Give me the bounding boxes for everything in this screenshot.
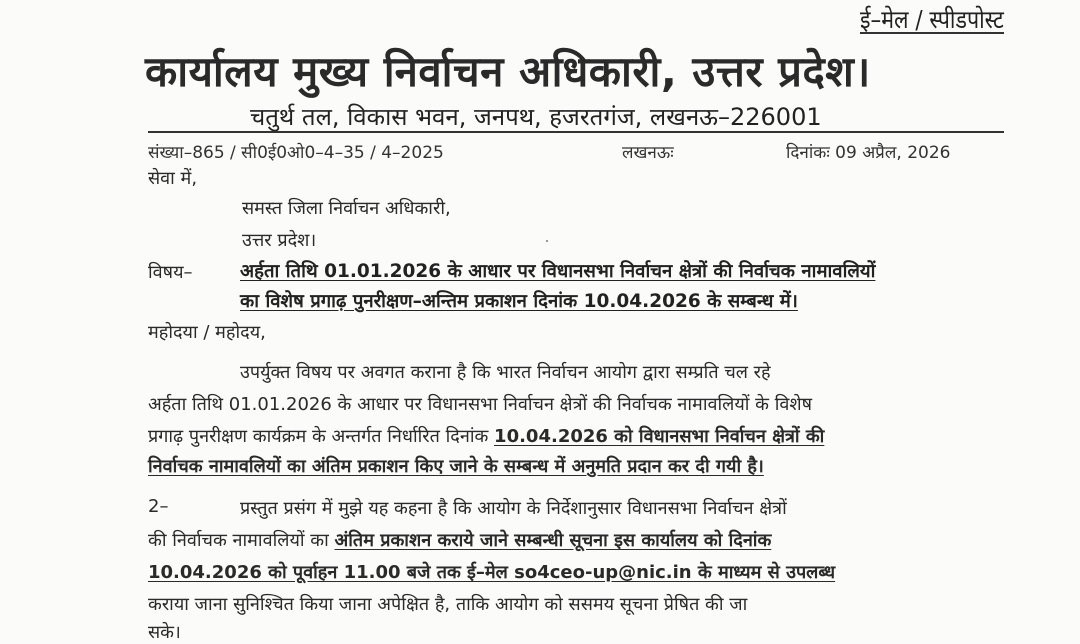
para2-line-2-emphasis: अंतिम प्रकाशन कराये जाने सम्बन्धी सूचना इस कार्यालय को दिनांक (334, 530, 772, 551)
office-title: कार्यालय मुख्य निर्वाचन अधिकारी, उत्तर प्रदेश। (145, 47, 871, 96)
letter-place: लखनऊः (622, 143, 674, 163)
header-divider (148, 131, 1004, 133)
email-speedpost-text: ई–मेल / स्पीडपोस्ट (860, 5, 1005, 34)
recipient-line-2: उत्तर प्रदेश। (242, 230, 317, 251)
email-tag-underline (860, 32, 1004, 34)
para2-line-2 (148, 528, 771, 552)
para2-number: 2– (148, 496, 169, 517)
para1-line-3 (148, 424, 824, 448)
para1-line-4: निर्वाचक नामावलियों का अंतिम प्रकाशन किए जाने के सम्बन्ध में अनुमति प्रदान कर दी गयी है। (148, 456, 764, 477)
para1-line-3-plain: प्रगाढ़ पुनरीक्षण कार्यक्रम के अन्तर्गत निर्धारित दिनांक (148, 426, 489, 447)
para1-line-2: अर्हता तिथि 01.01.2026 के आधार पर विधानसभा निर्वाचन क्षेत्रों की निर्वाचक नामावलियों के विशेष (148, 394, 813, 415)
para2-line-4: कराया जाना सुनिश्चित किया जाना अपेक्षित है, ताकि आयोग को ससमय सूचना प्रेषित की जा (148, 594, 748, 615)
scan-speck (546, 240, 548, 242)
letter-number: संख्या–865 / सी0ई0ओ0–4–35 / 4–2025 (148, 143, 444, 163)
subject-label: विषय– (148, 262, 193, 283)
para1-line-1: उपर्युक्त विषय पर अवगत कराना है कि भारत निर्वाचन आयोग द्वारा सम्प्रति चल रहे (240, 362, 771, 383)
para2-line-5: सके। (148, 622, 181, 643)
para1-line-3-emphasis: 10.04.2026 को विधानसभा निर्वाचन क्षेत्रों की (494, 426, 825, 447)
recipient-line-1: समस्त जिला निर्वाचन अधिकारी, (242, 198, 451, 219)
para2-line-2-plain: की निर्वाचक नामावलियों का (148, 530, 329, 551)
salutation-to: सेवा में, (148, 168, 198, 189)
office-address: चतुर्थ तल, विकास भवन, जनपथ, हजरतगंज, लखनऊ–226001 (250, 103, 822, 131)
email-speedpost-tag (860, 2, 1004, 36)
subject-line-2: का विशेष प्रगाढ़ पुनरीक्षण–अन्तिम प्रकाशन दिनांक 10.04.2026 के सम्बन्ध में। (240, 291, 798, 312)
para2-line-1: प्रस्तुत प्रसंग में मुझे यह कहना है कि आयोग के निर्देशानुसार विधानसभा निर्वाचन क्षेत्रों (240, 498, 787, 519)
subject-line-1: अर्हता तिथि 01.01.2026 के आधार पर विधानसभा निर्वाचन क्षेत्रों की निर्वाचक नामावलियों (240, 261, 876, 282)
greeting: महोदया / महोदय, (148, 322, 266, 343)
para2-line-3: 10.04.2026 को पूर्वाहन 11.00 बजे तक ई–मेल so4ceo-up@nic.in के माध्यम से उपलब्ध (148, 562, 836, 583)
letter-date: दिनांकः 09 अप्रैल, 2026 (786, 143, 951, 163)
